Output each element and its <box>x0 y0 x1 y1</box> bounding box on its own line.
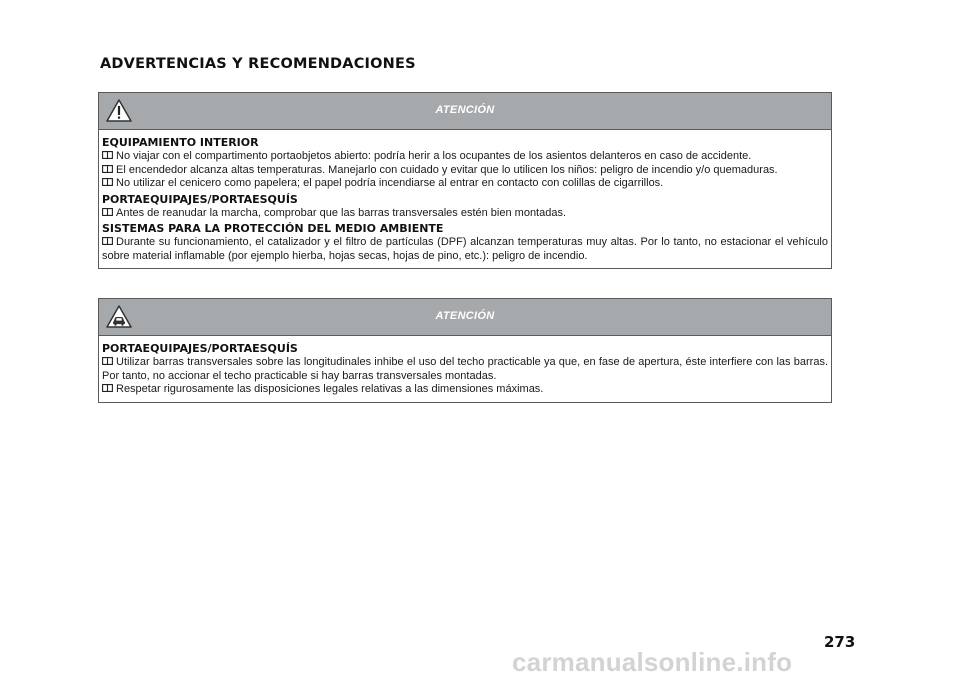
warning-box-header <box>99 93 831 130</box>
book-bullet-icon <box>102 208 113 216</box>
list-item: Utilizar barras transversales sobre las longitudinales inhibe el uso del techo practicable ya que, en fase de apertura, éste interfiere con las barras. Por tanto, no accionar el techo practicable si hay barras transversales montadas. <box>102 356 828 382</box>
warning-box-1 <box>98 92 832 269</box>
list-item: No utilizar el cenicero como papelera; el papel podría incendiarse al entrar en contacto con colillas de cigarrillos. <box>102 177 828 191</box>
book-bullet-icon <box>102 178 113 186</box>
book-bullet-icon <box>102 151 113 159</box>
section-title: PORTAEQUIPAJES/PORTAESQUÍS <box>102 342 298 355</box>
list-item: No viajar con el compartimento portaobjetos abierto: podría herir a los ocupantes de los asientos delanteros en caso de accidente. <box>102 150 828 164</box>
book-bullet-icon <box>102 237 113 245</box>
section-title: SISTEMAS PARA LA PROTECCIÓN DEL MEDIO AMBIENTE <box>102 222 444 235</box>
warning-box-body <box>99 130 831 268</box>
list-item: Durante su funcionamiento, el catalizador y el filtro de partículas (DPF) alcanzan temperaturas muy altas. Por lo tanto, no estacionar el vehículo sobre material inflamable (por ejemplo hierba, hojas secas, hojas de pino, etc.): peligro de incendio. <box>102 236 828 262</box>
list-item: Respetar rigurosamente las disposiciones legales relativas a las dimensiones máximas. <box>102 383 828 397</box>
list-item: Antes de reanudar la marcha, comprobar que las barras transversales estén bien montadas. <box>102 207 828 221</box>
warning-box-header <box>99 299 831 336</box>
warning-box-2 <box>98 298 832 403</box>
book-bullet-icon <box>102 165 113 173</box>
book-bullet-icon <box>102 357 113 365</box>
list-item: El encendedor alcanza altas temperaturas. Manejarlo con cuidado y evitar que lo utilicen los niños: peligro de incendio y/o quemaduras. <box>102 164 828 178</box>
page-number: 273 <box>824 633 856 651</box>
warning-box-header-label: ATENCIÓN <box>435 310 495 322</box>
warning-box-body <box>99 336 831 402</box>
watermark: carmanualsonline.info <box>512 647 793 677</box>
section-title: EQUIPAMIENTO INTERIOR <box>102 136 259 149</box>
warning-box-header-label: ATENCIÓN <box>435 104 495 116</box>
section-title: PORTAEQUIPAJES/PORTAESQUÍS <box>102 192 298 206</box>
page-title: ADVERTENCIAS Y RECOMENDACIONES <box>100 56 416 72</box>
book-bullet-icon <box>102 384 113 392</box>
